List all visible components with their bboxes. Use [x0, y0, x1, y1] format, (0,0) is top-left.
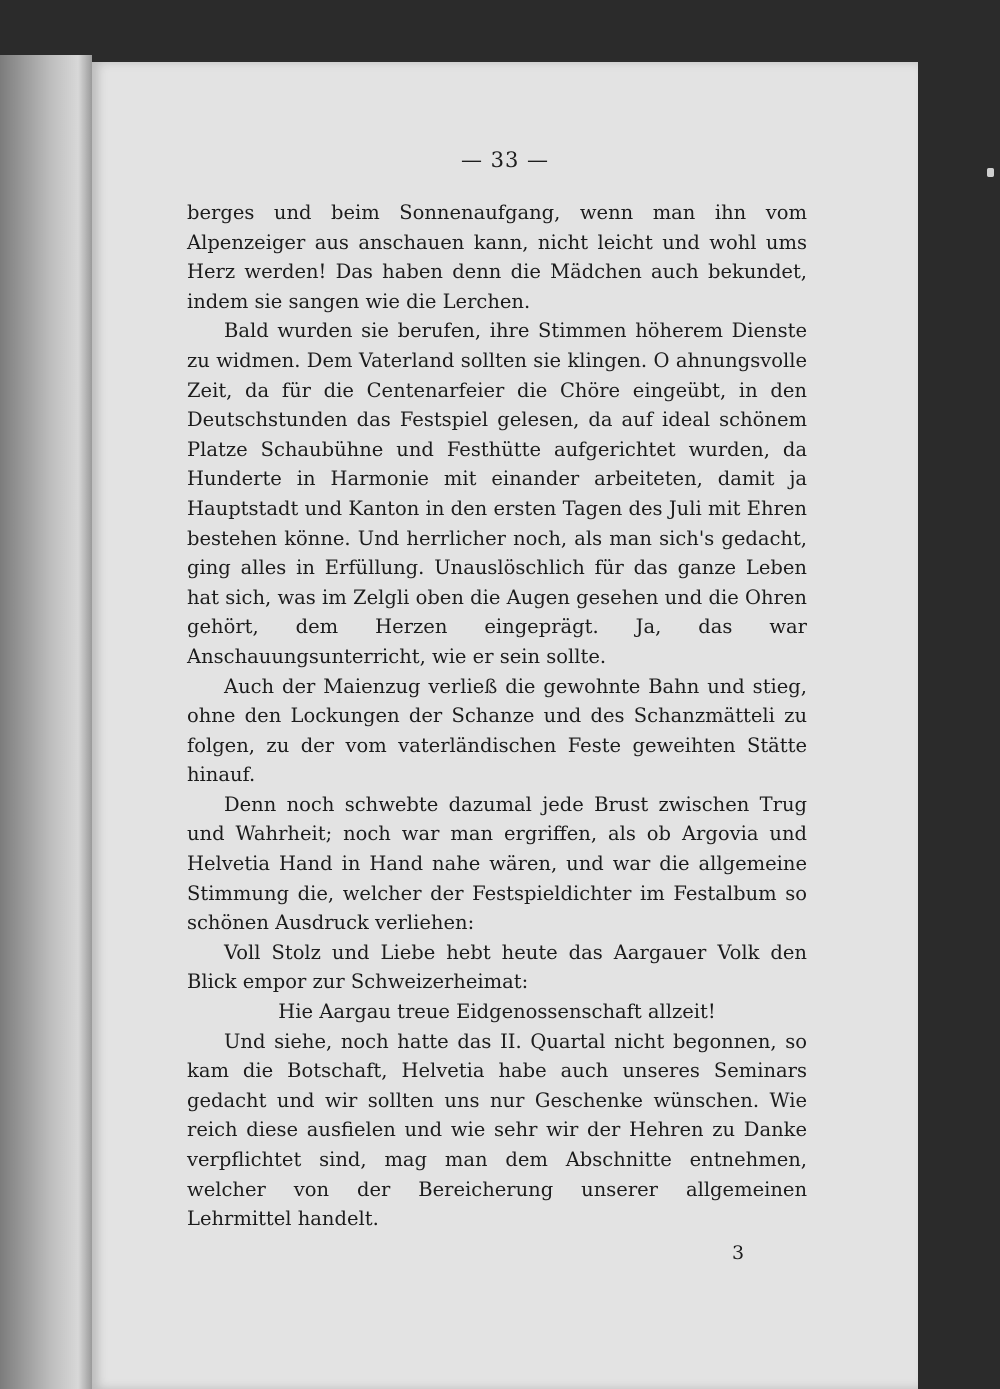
- adjacent-page-edge: [0, 55, 92, 1389]
- paragraph: berges und beim Sonnenaufgang, wenn man ihn vom Alpenzeiger aus anschauen kann, nicht leicht und wohl ums Herz werden! Das haben denn die Mädchen auch bekundet, indem sie sangen wie die Lerchen.: [187, 201, 807, 313]
- signature-mark: 3: [732, 1242, 745, 1264]
- paragraph: Bald wurden sie berufen, ihre Stimmen höherem Dienste zu widmen. Dem Vaterland sollten sie klingen. O ahnungsvolle Zeit, da für die Centenarfeier die Chöre eingeübt, in den Deutschstunden das Festspiel gelesen, da auf ideal schönem Platze Schaubühne und Festhütte aufgerichtet wurden, da Hunderte in Harmonie mit einander arbeiteten, damit ja Hauptstadt und Kanton in den ersten Tagen des Juli mit Ehren bestehen könne. Und herrlicher noch, als man sich's gedacht, ging alles in Erfüllung. Unauslöschlich für das ganze Leben hat sich, was im Zelgli oben die Augen gesehen und die Ohren gehört, dem Herzen eingeprägt. Ja, das war Anschauungsunterricht, wie er sein sollte.: [187, 319, 807, 668]
- page-header-number: — 33 —: [460, 148, 550, 172]
- paragraph: Denn noch schwebte dazumal jede Brust zwischen Trug und Wahrheit; noch war man ergriffen, als ob Argovia und Helvetia Hand in Hand nahe wären, und war die allgemeine Stimmung die, welcher der Festspieldichter im Festalbum so schönen Ausdruck verliehen:: [187, 792, 807, 935]
- body-text: [187, 198, 807, 1234]
- paragraph: Voll Stolz und Liebe hebt heute das Aargauer Volk den Blick empor zur Schweizerheimat:: [187, 940, 807, 994]
- paragraph: Und siehe, noch hatte das II. Quartal nicht begonnen, so kam die Botschaft, Helvetia habe auch unseres Seminars gedacht und wir sollten uns nur Geschenke wünschen. Wie reich diese ausfielen und wie sehr wir der Hehren zu Danke verpflichtet sind, mag man dem Abschnitte entnehmen, welcher von der Bereicherung unserer allgemeinen Lehrmittel handelt.: [187, 1029, 807, 1231]
- book-page: [92, 62, 918, 1389]
- quoted-motto: Hie Aargau treue Eidgenossenschaft allzeit!: [278, 1000, 716, 1024]
- scan-edge-mark: [987, 168, 994, 177]
- paragraph: Auch der Maienzug verließ die gewohnte Bahn und stieg, ohne den Lockungen der Schanze und des Schanzmätteli zu folgen, zu der vom vaterländischen Feste geweihten Stätte hinauf.: [187, 674, 807, 787]
